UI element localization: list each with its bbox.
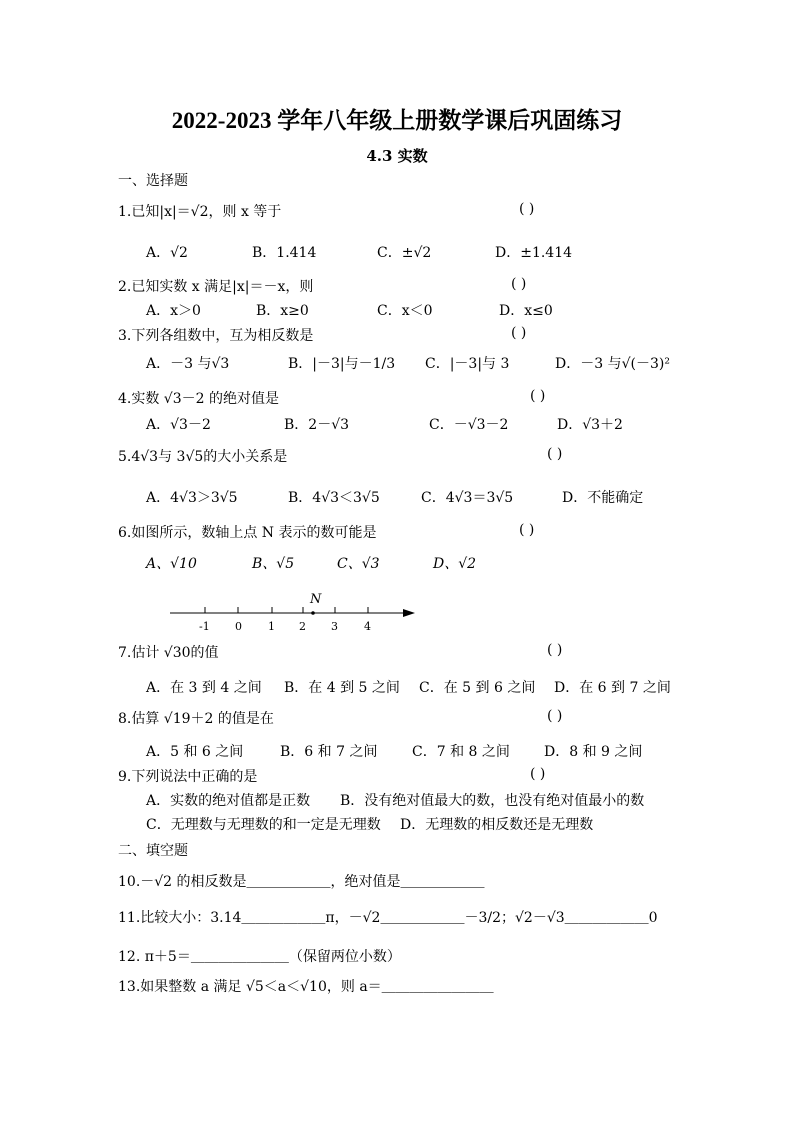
q8-option-d: D．8 和 9 之间	[544, 744, 643, 760]
number-line	[165, 588, 425, 636]
question-13: 13.如果整数 a 满足 √5＜a＜√10，则 a＝＿＿＿＿＿＿＿＿	[118, 979, 494, 995]
q3-option-a: A．－3 与√3	[146, 356, 230, 372]
q6-option-d: D、√2	[433, 556, 477, 572]
q3-option-c: C．|－3|与 3	[425, 356, 510, 372]
question-8: 8.估算 √19＋2 的值是在	[118, 711, 274, 727]
q4-option-d: D．√3＋2	[557, 417, 623, 433]
point-n	[311, 611, 315, 615]
q2-option-a: A．x＞0	[146, 303, 201, 319]
q1-option-b: B．1.414	[252, 245, 317, 261]
q7-option-a: A．在 3 到 4 之间	[146, 680, 262, 696]
answer-paren-5: ( )	[547, 446, 563, 462]
q6-option-c: C、√3	[337, 556, 380, 572]
q2-option-b: B．x≥0	[256, 303, 309, 319]
question-1: 1.已知|x|＝√2，则 x 等于	[118, 204, 282, 220]
arrow-right-icon	[403, 609, 415, 617]
q4-option-c: C．－√3－2	[429, 417, 509, 433]
question-7: 7.估计 √30的值	[118, 645, 219, 661]
q9-option-d: D．无理数的相反数还是无理数	[400, 817, 594, 833]
q9-option-b: B．没有绝对值最大的数，也没有绝对值最小的数	[340, 793, 645, 809]
answer-paren-6: ( )	[519, 522, 535, 538]
q5-option-b: B．4√3＜3√5	[288, 490, 380, 506]
question-2: 2.已知实数 x 满足|x|＝－x，则	[118, 279, 314, 295]
section-heading-choice: 一、选择题	[118, 173, 188, 189]
q1-option-a: A．√2	[146, 245, 188, 261]
q3-option-b: B．|－3|与－1/3	[288, 356, 396, 372]
q1-option-c: C．±√2	[377, 245, 432, 261]
answer-paren-3: ( )	[511, 325, 527, 341]
page-title: 2022-2023 学年八年级上册数学课后巩固练习	[171, 108, 623, 133]
answer-paren-9: ( )	[530, 766, 546, 782]
tick-label: 1	[268, 620, 275, 633]
point-n-label: N	[310, 592, 322, 607]
answer-paren-4: ( )	[530, 388, 546, 404]
answer-paren-2: ( )	[511, 276, 527, 292]
q8-option-b: B．6 和 7 之间	[280, 744, 378, 760]
answer-paren-1: ( )	[519, 201, 535, 217]
q5-option-a: A．4√3＞3√5	[146, 490, 238, 506]
q7-option-c: C．在 5 到 6 之间	[419, 680, 536, 696]
section-subtitle: 4.3 实数	[366, 147, 428, 165]
tick-label: 0	[235, 620, 242, 633]
q6-option-a: A、√10	[146, 556, 197, 572]
question-11: 11.比较大小：3.14＿＿＿＿＿＿π，－√2＿＿＿＿＿＿－3/2；√2－√3＿＿＿＿＿＿0	[118, 910, 658, 926]
q6-option-b: B、√5	[252, 556, 295, 572]
question-10: 10.－√2 的相反数是＿＿＿＿＿＿，绝对值是＿＿＿＿＿＿	[118, 874, 485, 890]
q2-option-c: C．x＜0	[377, 303, 433, 319]
q7-option-d: D．在 6 到 7 之间	[554, 680, 671, 696]
answer-paren-7: ( )	[547, 642, 563, 658]
answer-paren-8: ( )	[547, 708, 563, 724]
question-3: 3.下列各组数中，互为相反数是	[118, 328, 314, 344]
question-5: 5.4√3与 3√5的大小关系是	[118, 449, 288, 465]
q9-option-c: C．无理数与无理数的和一定是无理数	[146, 817, 381, 833]
tick-label: 3	[331, 620, 338, 633]
q1-option-d: D．±1.414	[495, 245, 573, 261]
q5-option-d: D．不能确定	[562, 490, 644, 506]
q4-option-a: A．√3－2	[146, 417, 211, 433]
section-heading-fill: 二、填空题	[118, 843, 188, 859]
question-6: 6.如图所示，数轴上点 N 表示的数可能是	[118, 525, 377, 541]
q8-option-c: C．7 和 8 之间	[412, 744, 510, 760]
question-4: 4.实数 √3－2 的绝对值是	[118, 391, 279, 407]
question-9: 9.下列说法中正确的是	[118, 769, 258, 785]
q4-option-b: B．2－√3	[284, 417, 350, 433]
q8-option-a: A．5 和 6 之间	[146, 744, 244, 760]
q3-option-d: D．－3 与√(－3)²	[555, 356, 670, 372]
q2-option-d: D．x≤0	[499, 303, 553, 319]
q5-option-c: C．4√3＝3√5	[421, 490, 514, 506]
tick-label: 4	[364, 620, 371, 633]
q9-option-a: A．实数的绝对值都是正数	[146, 793, 311, 809]
tick-label: 2	[299, 620, 306, 633]
tick-label: -1	[199, 620, 210, 633]
q7-option-b: B．在 4 到 5 之间	[284, 680, 400, 696]
question-12: 12. π＋5＝＿＿＿＿＿＿＿（保留两位小数）	[118, 949, 401, 965]
